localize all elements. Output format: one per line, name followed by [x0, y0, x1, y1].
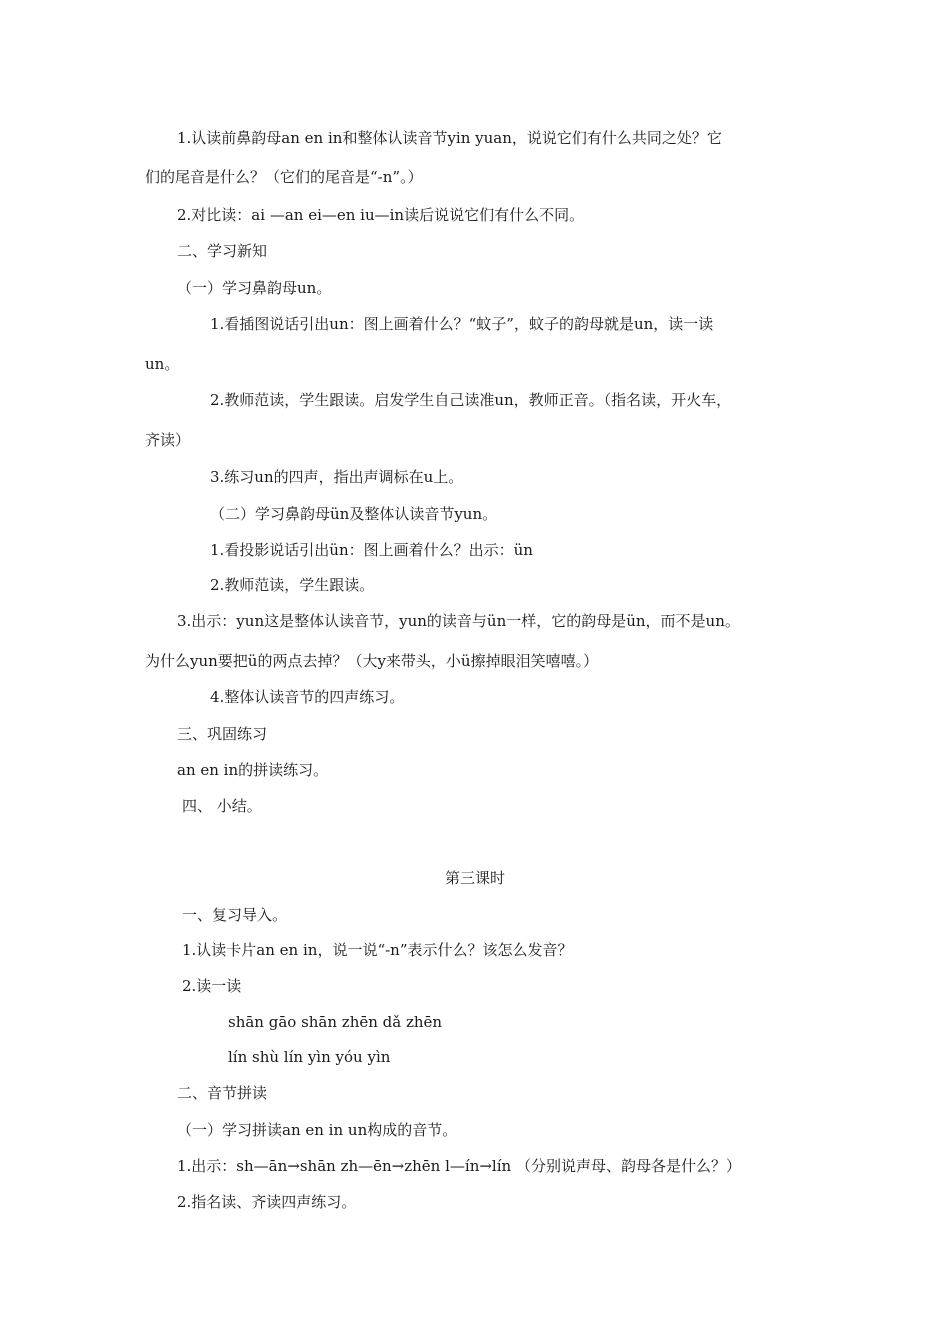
lesson-title: 第三课时 — [444, 869, 505, 887]
subsection-heading: （一）学习拼读an en in un构成的音节。 — [177, 1121, 458, 1139]
paragraph-line: 4.整体认读音节的四声练习。 — [210, 688, 405, 706]
pinyin-line: shān gāo shān zhēn dǎ zhēn — [228, 1013, 443, 1031]
section-heading: 四、 小结。 — [182, 797, 262, 815]
paragraph-line: 2.读一读 — [182, 977, 242, 995]
subsection-heading: （一）学习鼻韵母un。 — [177, 279, 332, 297]
pinyin-line: lín shù lín yìn yóu yìn — [228, 1048, 391, 1066]
paragraph-line: 2.教师范读，学生跟读。 — [210, 576, 375, 594]
paragraph-line: 为什么yun要把ü的两点去掉？（大y来带头，小ü擦掉眼泪笑嘻嘻。） — [145, 652, 599, 670]
section-heading: 二、音节拼读 — [177, 1084, 268, 1102]
paragraph-line: 1.认读前鼻韵母an en in和整体认读音节yin yuan，说说它们有什么共同之处？它 — [177, 129, 722, 147]
paragraph-line: 1.看插图说话引出un：图上画着什么？“蚊子”，蚊子的韵母就是un，读一读 — [210, 315, 714, 333]
section-heading: 一、复习导入。 — [182, 906, 288, 924]
paragraph-line: 3.练习un的四声，指出声调标在u上。 — [210, 468, 464, 486]
paragraph-line: 1.认读卡片an en in，说一说“-n”表示什么？该怎么发音？ — [182, 941, 573, 959]
paragraph-line: un。 — [145, 355, 180, 373]
paragraph-line: 1.出示：sh—ān→shān zh—ēn→zhēn l—ín→lín （分别说声母、韵母各是什么？） — [177, 1157, 741, 1175]
paragraph-line: 们的尾音是什么？（它们的尾音是“-n”。） — [145, 168, 423, 186]
subsection-heading: （二）学习鼻韵母ün及整体认读音节yun。 — [210, 505, 498, 523]
paragraph-line: an en in的拼读练习。 — [177, 761, 329, 779]
paragraph-line: 3.出示：yun这是整体认读音节，yun的读音与ün一样，它的韵母是ün，而不是un。 — [177, 612, 740, 630]
paragraph-line: 2.指名读、齐读四声练习。 — [177, 1193, 357, 1211]
paragraph-line: 2.教师范读，学生跟读。启发学生自己读准un，教师正音。（指名读，开火车， — [210, 391, 732, 409]
section-heading: 三、巩固练习 — [177, 725, 268, 743]
paragraph-line: 2.对比读：ai —an ei—en iu—in读后说说它们有什么不同。 — [177, 206, 585, 224]
paragraph-line: 1.看投影说话引出ün：图上画着什么？出示：ün — [210, 541, 533, 559]
paragraph-line: 齐读） — [145, 431, 191, 449]
section-heading: 二、学习新知 — [177, 242, 268, 260]
